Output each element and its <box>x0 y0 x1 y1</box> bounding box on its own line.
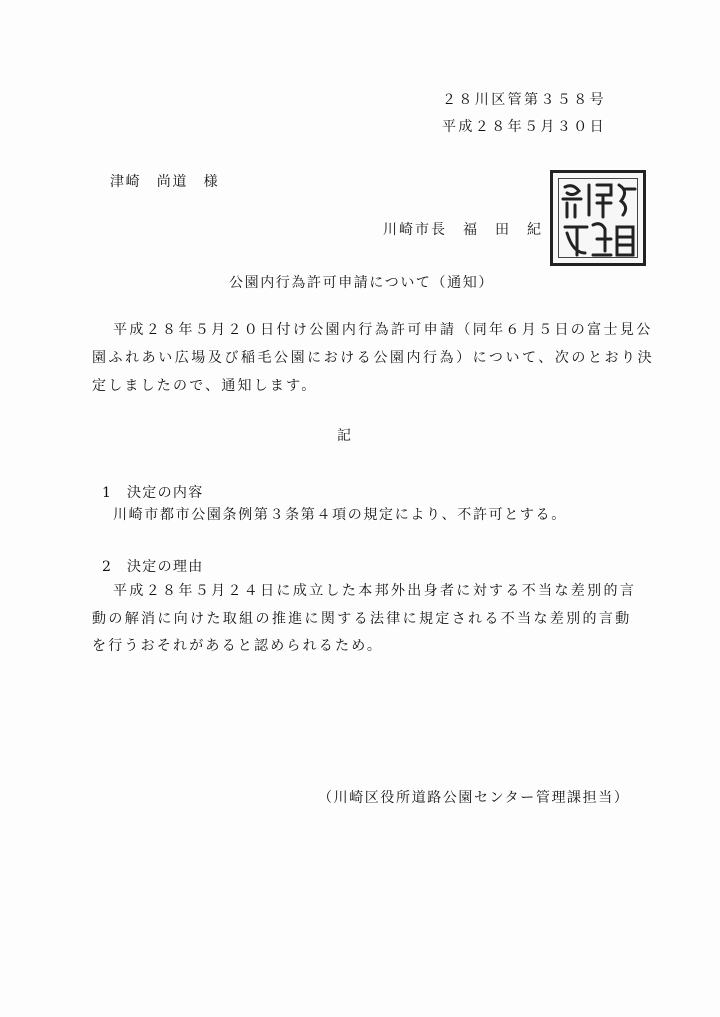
official-seal-stamp <box>550 170 646 266</box>
section-2-text-line-3: を行うおそれがあると認められるため。 <box>92 638 384 654</box>
section-1-heading: 決定の内容 <box>127 485 204 501</box>
body-line-2: 園ふれあい広場及び稲毛公園における公園内行為）について、次のとおり決 <box>92 350 655 366</box>
document-date: 平成２８年５月３０日 <box>442 119 606 135</box>
seal-glyphs <box>553 173 643 263</box>
sender-name: 川崎市長 福 田 紀 <box>383 222 543 238</box>
contact-department: （川崎区役所道路公園センター管理課担当） <box>318 790 630 806</box>
section-2-text-line-2: 動の解消に向けた取組の推進に関する法律に規定される不当な差別的言動 <box>92 611 632 627</box>
notice-subject: 公園内行為許可申請について（通知） <box>229 275 494 291</box>
section-2-heading: 決定の理由 <box>127 559 204 575</box>
document-number: ２８川区管第３５８号 <box>442 92 606 108</box>
section-2-number: 2 <box>102 559 112 575</box>
body-line-3: 定しましたので、通知します。 <box>92 378 318 394</box>
body-line-1: 平成２８年５月２０日付け公園内行為許可申請（同年６月５日の富士見公 <box>113 322 653 338</box>
section-1-text: 川崎市都市公園条例第３条第４項の規定により、不許可とする。 <box>113 507 567 523</box>
recipient-name: 津崎 尚道 様 <box>110 174 220 190</box>
ki-marker: 記 <box>337 428 352 444</box>
section-2-text-line-1: 平成２８年５月２４日に成立した本邦外出身者に対する不当な差別的言 <box>113 583 637 599</box>
section-1-number: 1 <box>102 485 112 501</box>
